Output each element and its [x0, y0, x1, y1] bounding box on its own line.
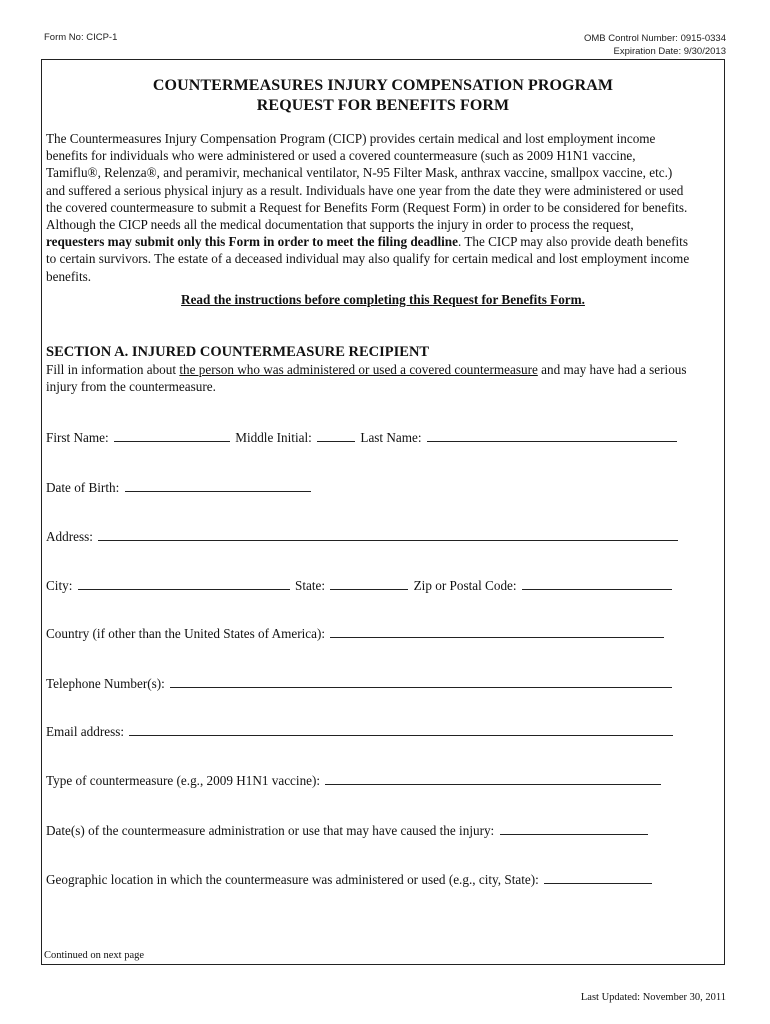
continued-note: Continued on next page — [44, 950, 145, 961]
section-a-intro — [46, 361, 722, 395]
dob-label: Date of Birth: — [46, 480, 120, 495]
country-label: Country (if other than the United States of America): — [46, 626, 326, 641]
last-updated: Last Updated: November 30, 2011 — [580, 992, 726, 1003]
intro-line-rest: . The CICP may also provide death benefits — [457, 234, 688, 250]
admin-dates-row — [46, 821, 650, 839]
country-row — [46, 624, 666, 642]
location-label: Geographic location in which the countermeasure was administered or used (e.g., city, State): — [46, 872, 539, 887]
intro-line: Tamiflu®, Relenza®, and peramivir, mechanical ventilator, N-95 Filter Mask, anthrax vaccine, smallpox vaccine, etc.) — [46, 165, 673, 181]
admin-dates-label: Date(s) of the countermeasure administration or use that may have caused the injury: — [46, 823, 495, 838]
omb-control-number: OMB Control Number: 0915-0334 — [583, 33, 726, 44]
countermeasure-type-label: Type of countermeasure (e.g., 2009 H1N1 vaccine): — [46, 773, 321, 788]
telephone-field[interactable] — [170, 674, 672, 688]
intro-line: benefits. — [46, 268, 92, 284]
countermeasure-type-field[interactable] — [325, 771, 661, 785]
zip-label: Zip or Postal Code: — [413, 578, 517, 593]
zip-field[interactable] — [522, 576, 672, 590]
dob-row — [46, 478, 313, 496]
middle-initial-field[interactable] — [317, 428, 355, 442]
expiration-date: Expiration Date: 9/30/2013 — [613, 46, 726, 57]
location-row — [46, 870, 654, 888]
first-name-field[interactable] — [114, 428, 230, 442]
middle-initial-label: Middle Initial: — [235, 430, 312, 445]
intro-line: to certain survivors. The estate of a deceased individual may also qualify for certain medical and lost employment income — [46, 251, 690, 267]
section-intro-text: injury from the countermeasure. — [46, 379, 216, 394]
first-name-label: First Name: — [46, 430, 109, 445]
form-title: COUNTERMEASURES INJURY COMPENSATION PROGRAM — [152, 77, 614, 94]
intro-line — [46, 233, 722, 250]
intro-line: The Countermeasures Injury Compensation Program (CICP) provides certain medical and lost employment income — [46, 131, 656, 146]
address-row — [46, 527, 680, 545]
telephone-row — [46, 674, 674, 692]
filing-deadline-note: requesters may submit only this Form in order to meet the filing deadline — [46, 234, 458, 250]
state-label: State: — [294, 578, 326, 593]
section-intro-text: and may have had a serious — [537, 362, 687, 377]
city-state-zip-row — [46, 576, 674, 594]
dob-field[interactable] — [125, 478, 311, 492]
city-label: City: — [46, 578, 73, 593]
city-field[interactable] — [78, 576, 290, 590]
last-name-field[interactable] — [427, 428, 677, 442]
countermeasure-type-row — [46, 771, 663, 789]
intro-line: Although the CICP needs all the medical documentation that supports the injury in order to process the request, — [46, 217, 634, 233]
form-number: Form No: CICP-1 — [44, 32, 118, 43]
name-row — [46, 428, 679, 446]
section-intro-underlined: the person who was administered or used a covered countermeasure — [179, 362, 538, 377]
location-field[interactable] — [544, 870, 652, 884]
intro-line: the covered countermeasure to submit a Request for Benefits Form (Request Form) in order to be considered for benefits. — [46, 199, 688, 215]
address-field[interactable] — [98, 527, 678, 541]
email-label: Email address: — [46, 724, 125, 739]
form-subtitle: REQUEST FOR BENEFITS FORM — [256, 97, 510, 114]
omb-info — [584, 32, 726, 58]
section-a-heading: SECTION A. INJURED COUNTERMEASURE RECIPIENT — [46, 344, 430, 360]
telephone-label: Telephone Number(s): — [46, 676, 165, 691]
intro-line: benefits for individuals who were administered or used a covered countermeasure (such as 2009 H1N1 vaccine, — [46, 148, 636, 164]
intro-line: and suffered a serious physical injury as a result. Individuals have one year from the date they were administered or used — [46, 182, 684, 198]
instructions-link[interactable]: Read the instructions before completing this Request for Benefits Form. — [181, 292, 585, 307]
email-field[interactable] — [129, 722, 673, 736]
last-name-label: Last Name: — [360, 430, 422, 445]
email-row — [46, 722, 675, 740]
section-intro-text: Fill in information about — [46, 362, 180, 377]
country-field[interactable] — [330, 624, 664, 638]
form-frame — [41, 59, 725, 965]
state-field[interactable] — [330, 576, 408, 590]
admin-dates-field[interactable] — [500, 821, 648, 835]
intro-paragraph — [46, 130, 722, 285]
address-label: Address: — [46, 529, 93, 544]
